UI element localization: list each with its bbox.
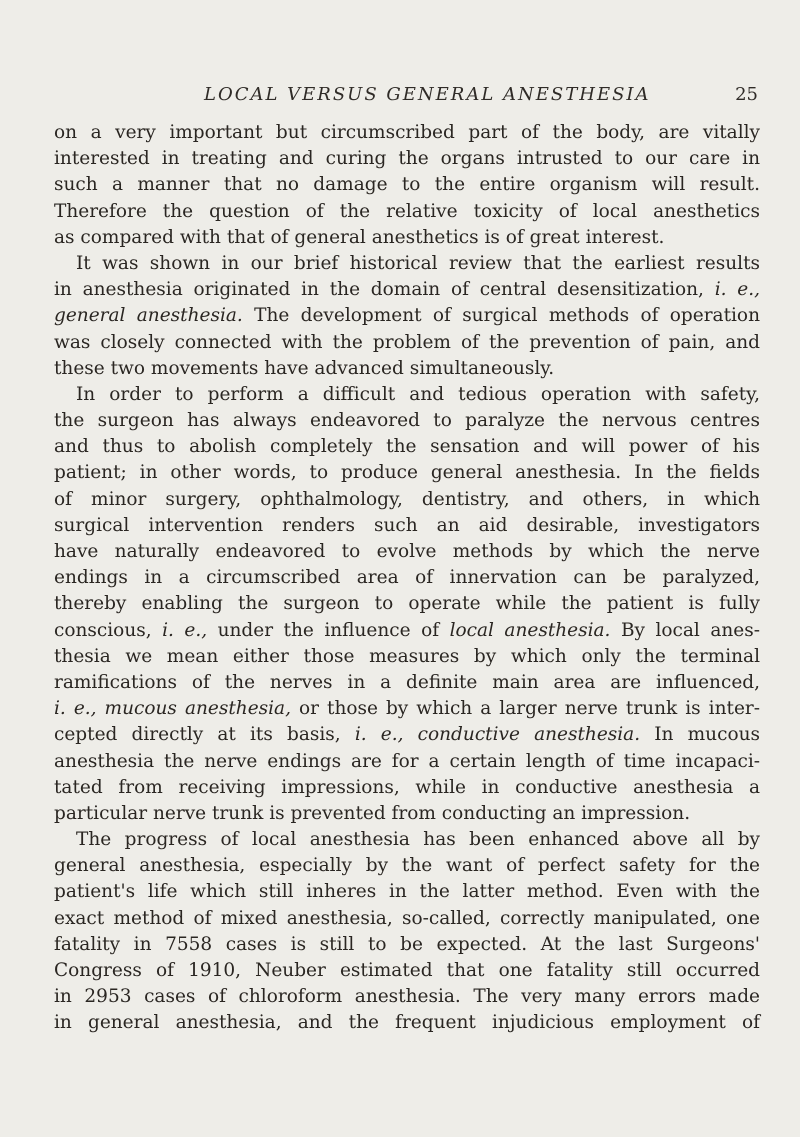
text-segment: as compared with that of general anesthetics is of great interest. <box>54 226 665 248</box>
text-line <box>54 722 760 748</box>
text-segment: particular nerve trunk is prevented from conducting an impression. <box>54 802 691 824</box>
text-line <box>54 565 760 591</box>
text-line <box>54 487 760 513</box>
page-number: 25 <box>735 84 758 105</box>
text-segment: the surgeon has always endeavored to paralyze the nervous centres <box>54 410 760 432</box>
text-segment: in 2953 cases of chloroform anesthesia. The very many errors made <box>54 986 760 1008</box>
running-head: LOCAL VERSUS GENERAL ANESTHESIA <box>204 84 651 105</box>
body-text <box>54 120 760 1037</box>
text-segment: In order to perform a difficult and tedious operation with safety, <box>76 383 760 405</box>
text-segment: exact method of mixed anesthesia, so-called, correctly manipulated, one <box>54 907 760 929</box>
text-line <box>54 146 760 172</box>
text-segment: patient's life which still inheres in the latter method. Even with the <box>54 881 760 903</box>
text-line <box>54 251 760 277</box>
text-segment: patient; in other words, to produce general anesthesia. In the fields <box>54 462 760 484</box>
text-line <box>54 225 760 251</box>
text-segment: Therefore the question of the relative toxicity of local anesthetics <box>54 200 760 222</box>
text-segment: general anesthesia, especially by the want of perfect safety for the <box>54 855 760 877</box>
text-segment: The development of surgical methods of operation <box>242 305 760 327</box>
text-segment: have naturally endeavored to evolve methods by which the nerve <box>54 541 760 562</box>
text-segment: such a manner that no damage to the entire organism will result. <box>54 174 760 196</box>
text-segment: tated from receiving impressions, while in conductive anesthesia a <box>54 776 760 798</box>
text-line <box>54 460 760 486</box>
text-line <box>54 749 760 775</box>
text-segment: By local anes- <box>610 619 760 641</box>
text-line <box>54 696 760 722</box>
text-line <box>54 906 760 932</box>
italic-text: i. e., conductive anesthesia. <box>354 724 641 746</box>
text-segment: on a very important but circumscribed part of the body, are vitally <box>54 122 760 143</box>
text-segment: In mucous <box>640 724 760 746</box>
text-line <box>54 984 760 1010</box>
italic-text: i. e., mucous anesthesia, <box>54 698 291 720</box>
text-line <box>54 199 760 225</box>
text-line <box>54 408 760 434</box>
text-segment: fatality in 7558 cases is still to be expected. At the last Surgeons' <box>54 933 760 955</box>
text-segment: endings in a circumscribed area of innervation can be paralyzed, <box>54 567 760 589</box>
text-line <box>54 670 760 696</box>
italic-text: general anesthesia. <box>54 305 243 327</box>
text-segment: in anesthesia originated in the domain of central desensitization, <box>54 279 715 301</box>
text-line <box>54 434 760 460</box>
text-line <box>54 618 760 644</box>
text-line <box>54 591 760 617</box>
text-segment: thesia we mean either those measures by which only the terminal <box>54 645 760 667</box>
text-segment: of minor surgery, ophthalmology, dentistry, and others, in which <box>54 488 760 510</box>
text-segment: interested in treating and curing the organs intrusted to our care in <box>54 148 760 170</box>
text-segment: these two movements have advanced simultaneously. <box>54 357 555 379</box>
text-segment: surgical intervention renders such an aid desirable, investigators <box>54 514 760 536</box>
italic-text: i. e., <box>714 279 761 301</box>
text-segment: The progress of local anesthesia has been enhanced above all by <box>76 829 760 851</box>
text-line <box>54 801 760 827</box>
text-segment: It was shown in our brief historical review that the earliest results <box>76 252 760 274</box>
italic-text: local anesthesia. <box>449 619 611 641</box>
text-line <box>54 1010 760 1036</box>
text-segment: and thus to abolish completely the sensation and will power of his <box>54 436 760 458</box>
text-line <box>54 356 760 382</box>
text-line <box>54 539 760 565</box>
text-segment: ramifications of the nerves in a definite main area are influenced, <box>54 671 760 693</box>
text-segment: thereby enabling the surgeon to operate while the patient is fully <box>54 593 760 615</box>
text-line <box>54 827 760 853</box>
text-segment: anesthesia the nerve endings are for a certain length of time incapaci- <box>54 750 760 772</box>
text-line <box>54 172 760 198</box>
text-line <box>54 879 760 905</box>
text-line <box>54 513 760 539</box>
text-line <box>54 853 760 879</box>
text-segment: or those by which a larger nerve trunk is inter- <box>290 698 760 720</box>
text-line <box>54 932 760 958</box>
text-segment: Congress of 1910, Neuber estimated that one fatality still occurred <box>54 960 760 981</box>
text-segment: cepted directly at its basis, <box>54 724 355 746</box>
text-line <box>54 382 760 408</box>
italic-text: i. e., <box>162 619 208 641</box>
text-line <box>54 775 760 801</box>
text-line <box>54 644 760 670</box>
text-segment: in general anesthesia, and the frequent injudicious employment of <box>54 1012 760 1034</box>
text-line <box>54 330 760 356</box>
text-line <box>54 120 760 146</box>
text-line <box>54 277 760 303</box>
text-segment: conscious, <box>54 619 163 641</box>
text-segment: under the influence of <box>207 619 450 641</box>
text-segment: was closely connected with the problem of the prevention of pain, and <box>54 331 760 353</box>
text-line <box>54 958 760 984</box>
text-line <box>54 303 760 329</box>
